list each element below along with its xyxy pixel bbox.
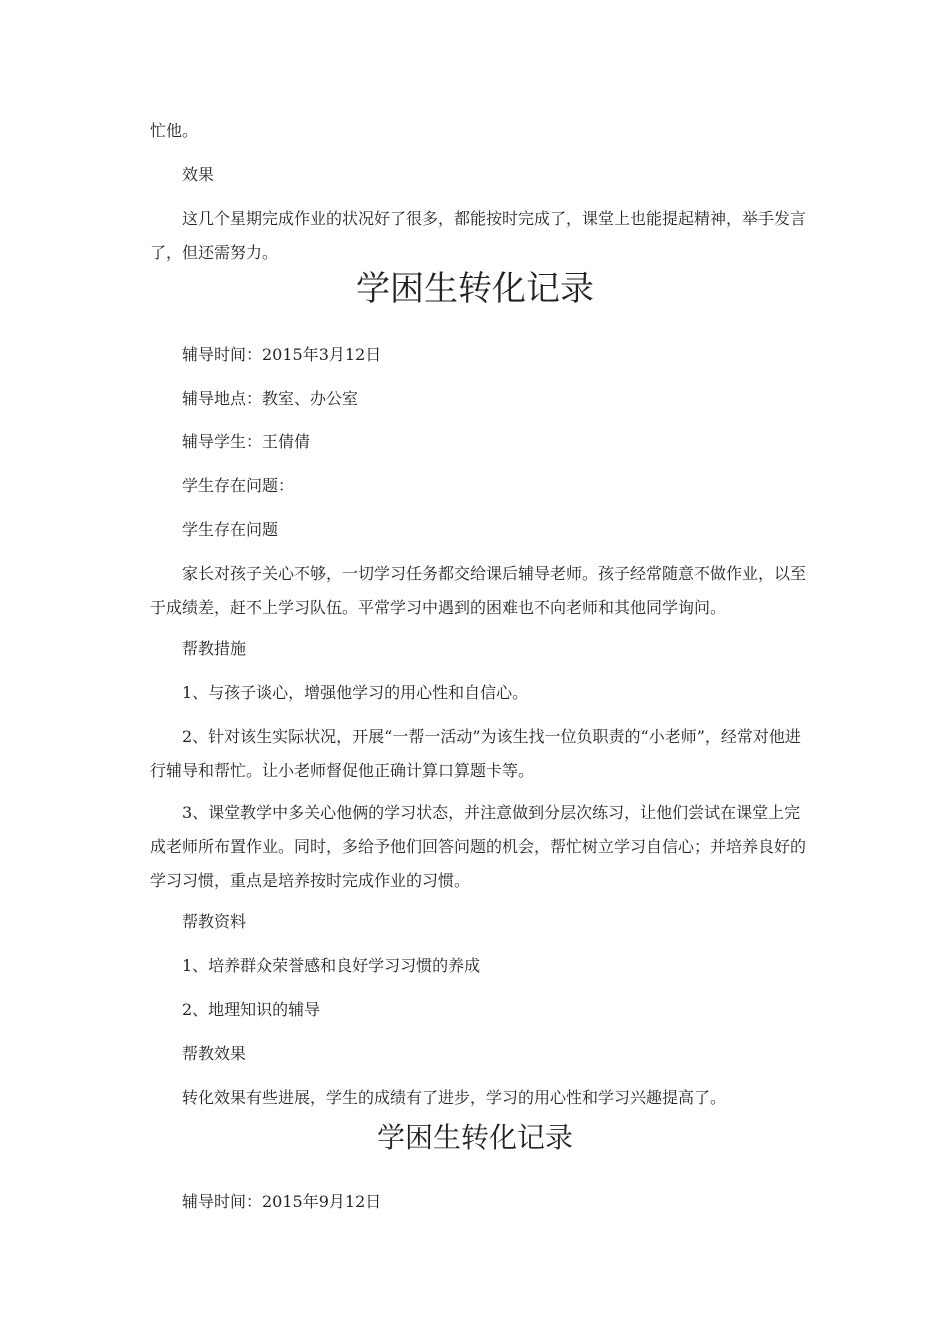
paragraph-continuation: 忙他。 bbox=[150, 121, 199, 140]
problem-label: 学生存在问题： bbox=[182, 476, 295, 495]
problem-heading: 学生存在问题 bbox=[182, 520, 279, 539]
effect-paragraph: 这几个星期完成作业的状况好了很多，都能按时完成了，课堂上也能提起精神，举手发言了，但还需努力。 bbox=[150, 209, 807, 262]
material-item: 1、培养群众荣誉感和良好学习习惯的养成 bbox=[182, 956, 481, 975]
record-title-2: 学困生转化记录 bbox=[376, 1121, 573, 1154]
materials-heading: 帮教资料 bbox=[182, 912, 247, 931]
tutoring-place: 辅导地点：教室、办公室 bbox=[182, 389, 359, 408]
problem-paragraph: 家长对孩子关心不够，一切学习任务都交给课后辅导老师。孩子经常随意不做作业，以至于成绩差，赶不上学习队伍。平常学习中遇到的困难也不向老师和其他同学询问。 bbox=[150, 564, 807, 617]
record-title: 学困生转化记录 bbox=[356, 269, 594, 309]
effect-heading-2: 帮教效果 bbox=[182, 1044, 247, 1063]
tutoring-student: 辅导学生：王倩倩 bbox=[182, 432, 311, 451]
tutoring-time: 辅导时间：2015年3月12日 bbox=[182, 345, 382, 364]
tutoring-time-2: 辅导时间：2015年9月12日 bbox=[182, 1192, 382, 1211]
measure-item: 3、课堂教学中多关心他俩的学习状态，并注意做到分层次练习，让他们尝试在课堂上完成老师所布置作业。同时，多给予他们回答问题的机会，帮忙树立学习自信心；并培养良好的学习习惯，重点是培养按时完成作业的习惯。 bbox=[150, 803, 807, 890]
material-item: 2、地理知识的辅导 bbox=[182, 1000, 321, 1019]
measures-heading: 帮教措施 bbox=[182, 639, 247, 658]
effect-paragraph-2: 转化效果有些进展，学生的成绩有了进步，学习的用心性和学习兴趣提高了。 bbox=[182, 1088, 727, 1107]
effect-heading: 效果 bbox=[182, 165, 215, 184]
measure-item: 2、针对该生实际状况，开展“一帮一活动”为该生找一位负职责的“小老师”，经常对他进行辅导和帮忙。让小老师督促他正确计算口算题卡等。 bbox=[150, 727, 801, 780]
measure-item: 1、与孩子谈心，增强他学习的用心性和自信心。 bbox=[182, 683, 529, 702]
